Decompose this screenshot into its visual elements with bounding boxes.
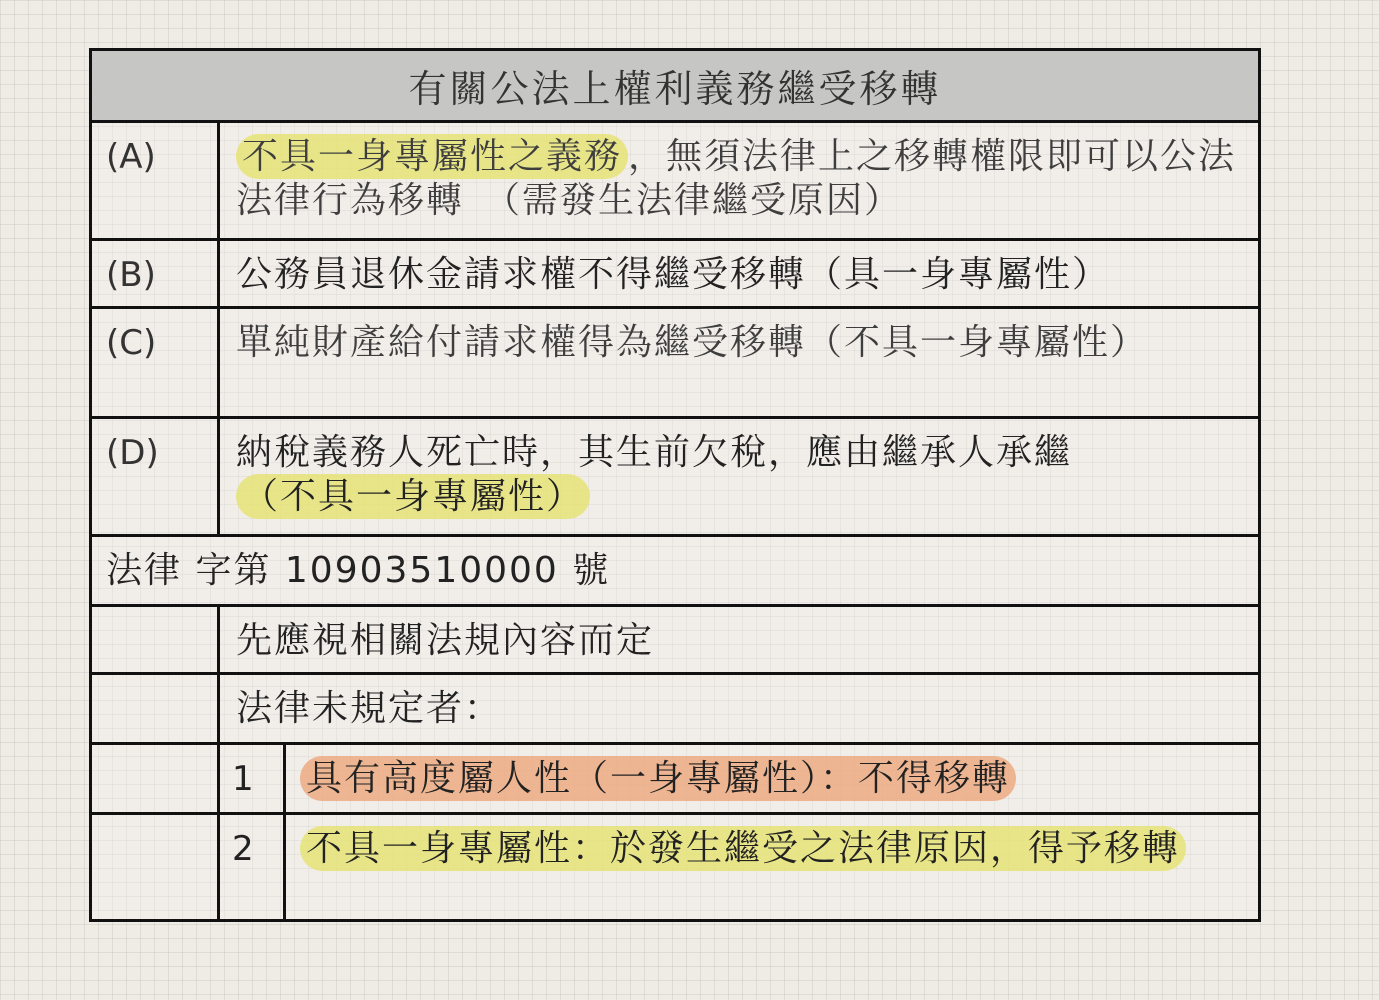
empty-label-cell [92,815,220,919]
item-text: 納稅義務人死亡時，其生前欠稅，應由繼承人承繼 [236,432,1073,473]
subitem-content [286,815,1258,919]
rule-row-1 [92,607,1258,675]
rule-text: 先應視相關法規內容而定 [236,620,655,661]
table-header [92,51,1258,123]
empty-label-cell [92,607,220,672]
item-text: 單純財產給付請求權得為繼受移轉（不具一身專屬性） [236,322,1149,363]
item-text: ，無須法律上之移轉權限即可以公法法律行為移轉 （需發生法律繼受原因） [236,136,1237,221]
reference-row [92,537,1258,607]
rules-table [89,48,1261,922]
reference-text: 法律 字第 10903510000 號 [106,550,611,591]
item-row-c [92,309,1258,419]
subitem-row-1 [92,745,1258,815]
item-content [220,241,1258,306]
empty-label-cell [92,675,220,742]
subitem-content [286,745,1258,812]
item-text: 公務員退休金請求權不得繼受移轉（具一身專屬性） [236,254,1111,295]
item-content [220,419,1258,534]
rule-row-2 [92,675,1258,745]
item-row-a [92,123,1258,241]
item-label: (A) [92,123,220,238]
item-content [220,309,1258,416]
item-row-d [92,419,1258,537]
empty-label-cell [92,745,220,812]
highlighted-text: （不具一身專屬性） [236,474,590,519]
item-content [220,123,1258,238]
subitem-number: 2 [220,815,286,919]
item-label: (B) [92,241,220,306]
subitem-number: 1 [220,745,286,812]
highlighted-text: 具有高度屬人性（一身專屬性）：不得移轉 [300,756,1016,801]
item-label: (D) [92,419,220,534]
highlighted-text: 不具一身專屬性之義務 [236,134,628,179]
item-label: (C) [92,309,220,416]
subitem-row-2 [92,815,1258,919]
highlighted-text: 不具一身專屬性：於發生繼受之法律原因，得予移轉 [300,826,1186,871]
rule-text: 法律未規定者： [236,688,503,729]
item-row-b [92,241,1258,309]
table-title: 有關公法上權利義務繼受移轉 [408,67,942,111]
